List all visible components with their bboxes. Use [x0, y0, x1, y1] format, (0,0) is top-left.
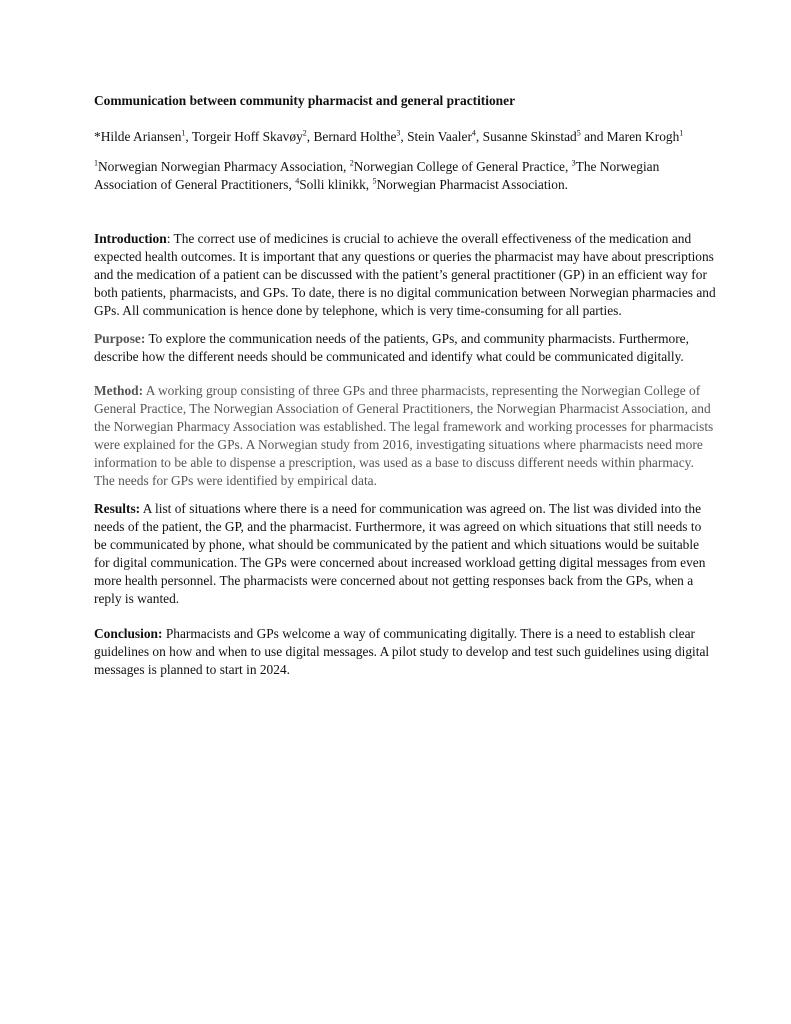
section-text-results: A list of situations where there is a need for communication was agreed on. The list was divided into the needs of the patient, the GP, and the pharmacist. Furthermore, it was agreed on which situations that still needs to be communicated by phone, what should be communicated by the patient and which situations would be suitable for digital communication. The GPs were concerned about increased workload getting digital messages from even more health personnel. The pharmacists were concerned about not getting responses back from the GPs, when a reply is wanted. [94, 501, 706, 606]
section-text-method: A working group consisting of three GPs and three pharmacists, representing the Norwegian College of General Practice, The Norwegian Association of General Practitioners, the Norwegian Pharmacist Association, and the Norwegian Pharmacy Association was established. The legal framework and working processes for pharmacists were explained for the GPs. A Norwegian study from 2016, investigating situations where pharmacists need more information to be able to dispense a prescription, was used as a base to discuss different needs within pharmacy. The needs for GPs were identified by empirical data. [94, 383, 714, 488]
section-conclusion [94, 625, 716, 679]
author-affiliation-mark: 1 [181, 128, 186, 138]
author-name: Torgeir Hoff Skavøy [191, 129, 303, 144]
author-affiliation-mark: 2 [302, 128, 307, 138]
author-separator: , [475, 129, 483, 144]
affiliation-mark: 1 [94, 158, 98, 168]
author-name: Maren Krogh [606, 129, 680, 144]
affiliation-text: Solli klinikk, [299, 177, 373, 192]
author-separator: , [400, 129, 408, 144]
affiliation-text: Norwegian Norwegian Pharmacy Association, [98, 159, 350, 174]
section-label-method: Method: [94, 383, 144, 398]
author-affiliation-mark: 4 [471, 128, 476, 138]
author-name: Susanne Skinstad [482, 129, 577, 144]
affiliation-text: Norwegian College of General Practice, [353, 159, 572, 174]
author-separator: , [185, 129, 192, 144]
section-introduction [94, 230, 716, 320]
document-title: Communication between community pharmacist and general practitioner [94, 93, 516, 108]
affiliation-list [94, 158, 716, 194]
author-list [94, 128, 716, 146]
author-affiliation-mark: 5 [576, 128, 581, 138]
author-name: Stein Vaaler [407, 129, 472, 144]
author-name: *Hilde Ariansen [94, 129, 182, 144]
section-label-conclusion: Conclusion: [94, 626, 163, 641]
author-affiliation-mark: 3 [396, 128, 401, 138]
section-separator: : [166, 231, 174, 246]
section-text-introduction: The correct use of medicines is crucial to achieve the overall effectiveness of the medication and expected health outcomes. It is important that any questions or queries the pharmacist may have about prescriptions and the medication of a patient can be discussed with the patient’s general practitioner (GP) in an efficient way for both patients, pharmacists, and GPs. To date, there is no digital communication between Norwegian pharmacies and GPs. All communication is hence done by telephone, which is very time-consuming for all parties. [94, 231, 716, 318]
affiliation-mark: 4 [295, 176, 300, 186]
author-affiliation-mark: 1 [679, 128, 684, 138]
author-separator: , [306, 129, 314, 144]
affiliation-mark: 2 [349, 158, 354, 168]
section-purpose [94, 330, 716, 366]
section-text-purpose: To explore the communication needs of the patients, GPs, and community pharmacists. Furthermore, describe how the different needs should be communicated and identify what could be communicated digitally. [94, 331, 689, 364]
affiliation-mark: 3 [571, 158, 576, 168]
section-results [94, 500, 716, 608]
document-page [94, 92, 716, 679]
section-label-introduction: Introduction [94, 231, 167, 246]
section-label-purpose: Purpose: [94, 331, 146, 346]
affiliation-text: Norwegian Pharmacist Association. [376, 177, 569, 192]
affiliation-text: The Norwegian Association of General Practitioners, [94, 159, 660, 192]
author-separator: and [580, 129, 607, 144]
section-label-results: Results: [94, 501, 141, 516]
author-name: Bernard Holthe [313, 129, 397, 144]
section-text-conclusion: Pharmacists and GPs welcome a way of communicating digitally. There is a need to establish clear guidelines on how and when to use digital messages. A pilot study to develop and test such guidelines using digital messages is planned to start in 2024. [94, 626, 710, 677]
section-method [94, 382, 716, 490]
affiliation-mark: 5 [372, 176, 377, 186]
